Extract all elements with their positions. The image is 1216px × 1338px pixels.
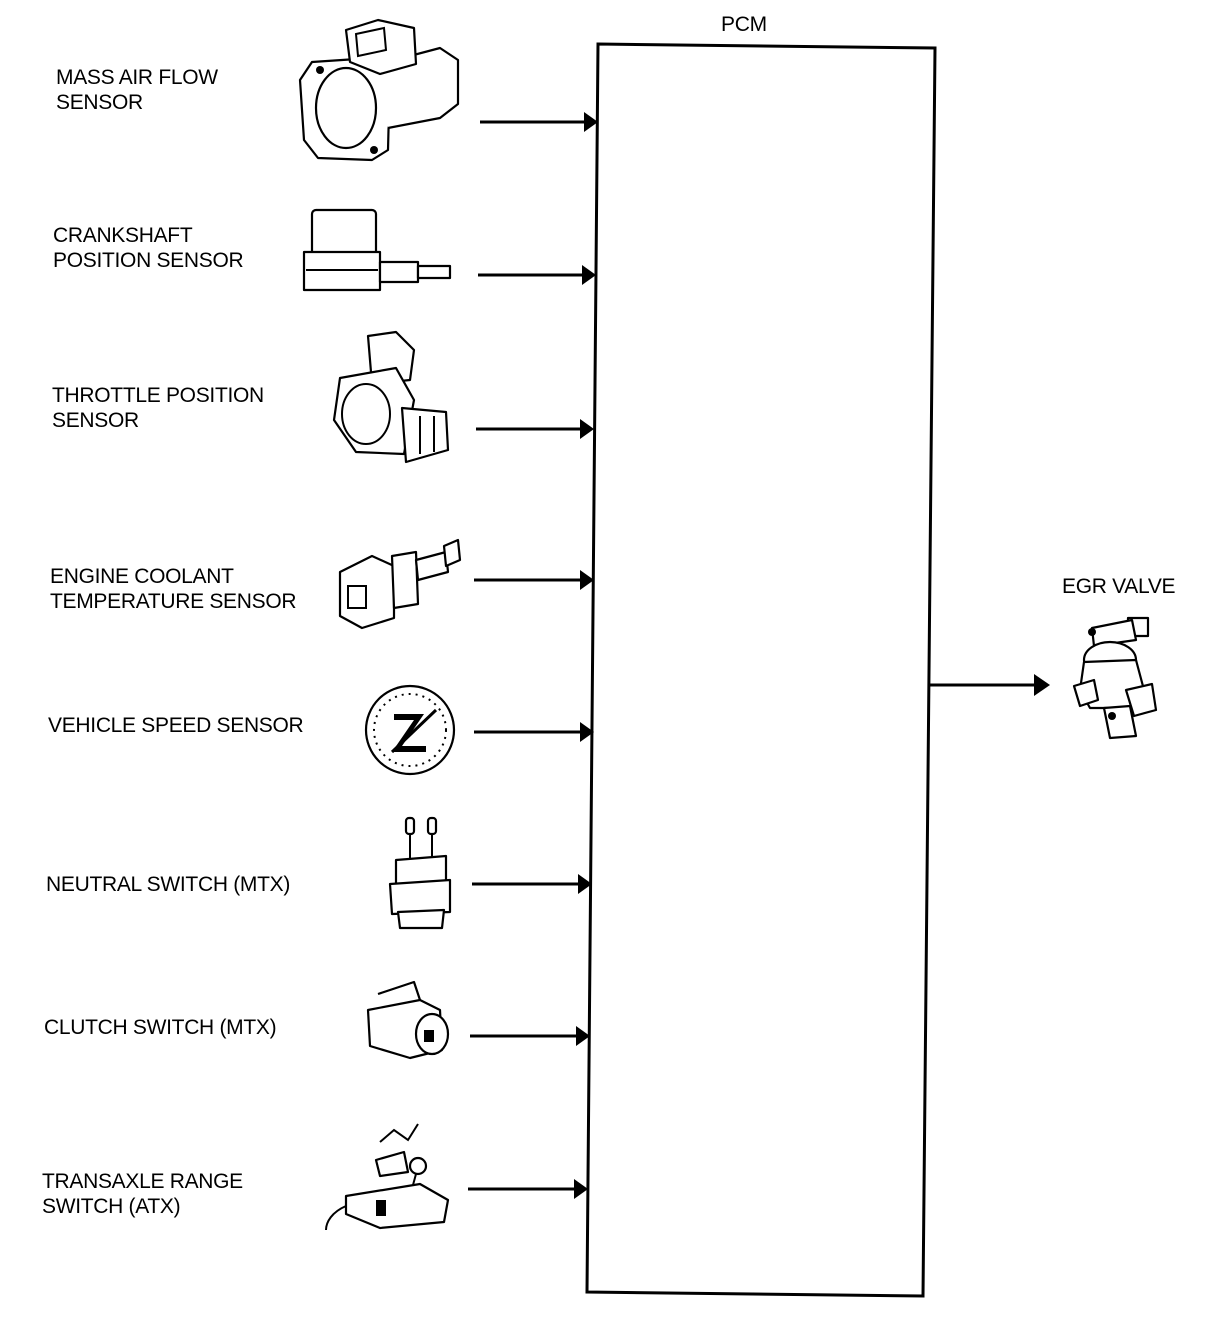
pcm-title: PCM bbox=[721, 13, 767, 36]
input-arrow bbox=[476, 419, 594, 439]
clutch-switch-icon bbox=[368, 982, 448, 1058]
input-arrow bbox=[468, 1179, 588, 1199]
input-label-line1: TRANSAXLE RANGE bbox=[42, 1170, 243, 1193]
vehicle-speed-sensor-icon bbox=[366, 686, 454, 774]
crankshaft-position-sensor-icon bbox=[304, 210, 450, 290]
pcm-box bbox=[587, 44, 935, 1296]
mass-air-flow-sensor-icon bbox=[300, 20, 458, 160]
input-label-line2: SWITCH (ATX) bbox=[42, 1195, 181, 1218]
input-label-line1: VEHICLE SPEED SENSOR bbox=[48, 714, 304, 737]
input-arrow bbox=[474, 570, 594, 590]
input-label-line1: CRANKSHAFT bbox=[53, 224, 193, 247]
transaxle-range-switch-icon bbox=[326, 1124, 448, 1230]
neutral-switch-icon bbox=[390, 818, 450, 928]
engine-coolant-temperature-sensor-icon bbox=[340, 540, 460, 628]
egr-valve-label: EGR VALVE bbox=[1062, 575, 1176, 598]
input-label-line1: ENGINE COOLANT bbox=[50, 565, 234, 588]
input-label-line1: THROTTLE POSITION bbox=[52, 384, 264, 407]
input-label-line1: MASS AIR FLOW bbox=[56, 66, 218, 89]
input-arrow bbox=[480, 112, 598, 132]
throttle-position-sensor-icon bbox=[334, 332, 448, 462]
input-label-line2: SENSOR bbox=[52, 409, 139, 432]
input-arrow bbox=[472, 874, 592, 894]
input-arrow bbox=[478, 265, 596, 285]
input-arrow bbox=[470, 1026, 590, 1046]
input-label-line1: CLUTCH SWITCH (MTX) bbox=[44, 1016, 277, 1039]
input-label-line2: POSITION SENSOR bbox=[53, 249, 244, 272]
input-label-line1: NEUTRAL SWITCH (MTX) bbox=[46, 873, 291, 896]
input-arrow bbox=[474, 722, 594, 742]
input-label-line2: TEMPERATURE SENSOR bbox=[50, 590, 297, 613]
input-label-line2: SENSOR bbox=[56, 91, 143, 114]
output-arrow bbox=[929, 674, 1050, 696]
egr-valve-icon bbox=[1074, 618, 1156, 738]
